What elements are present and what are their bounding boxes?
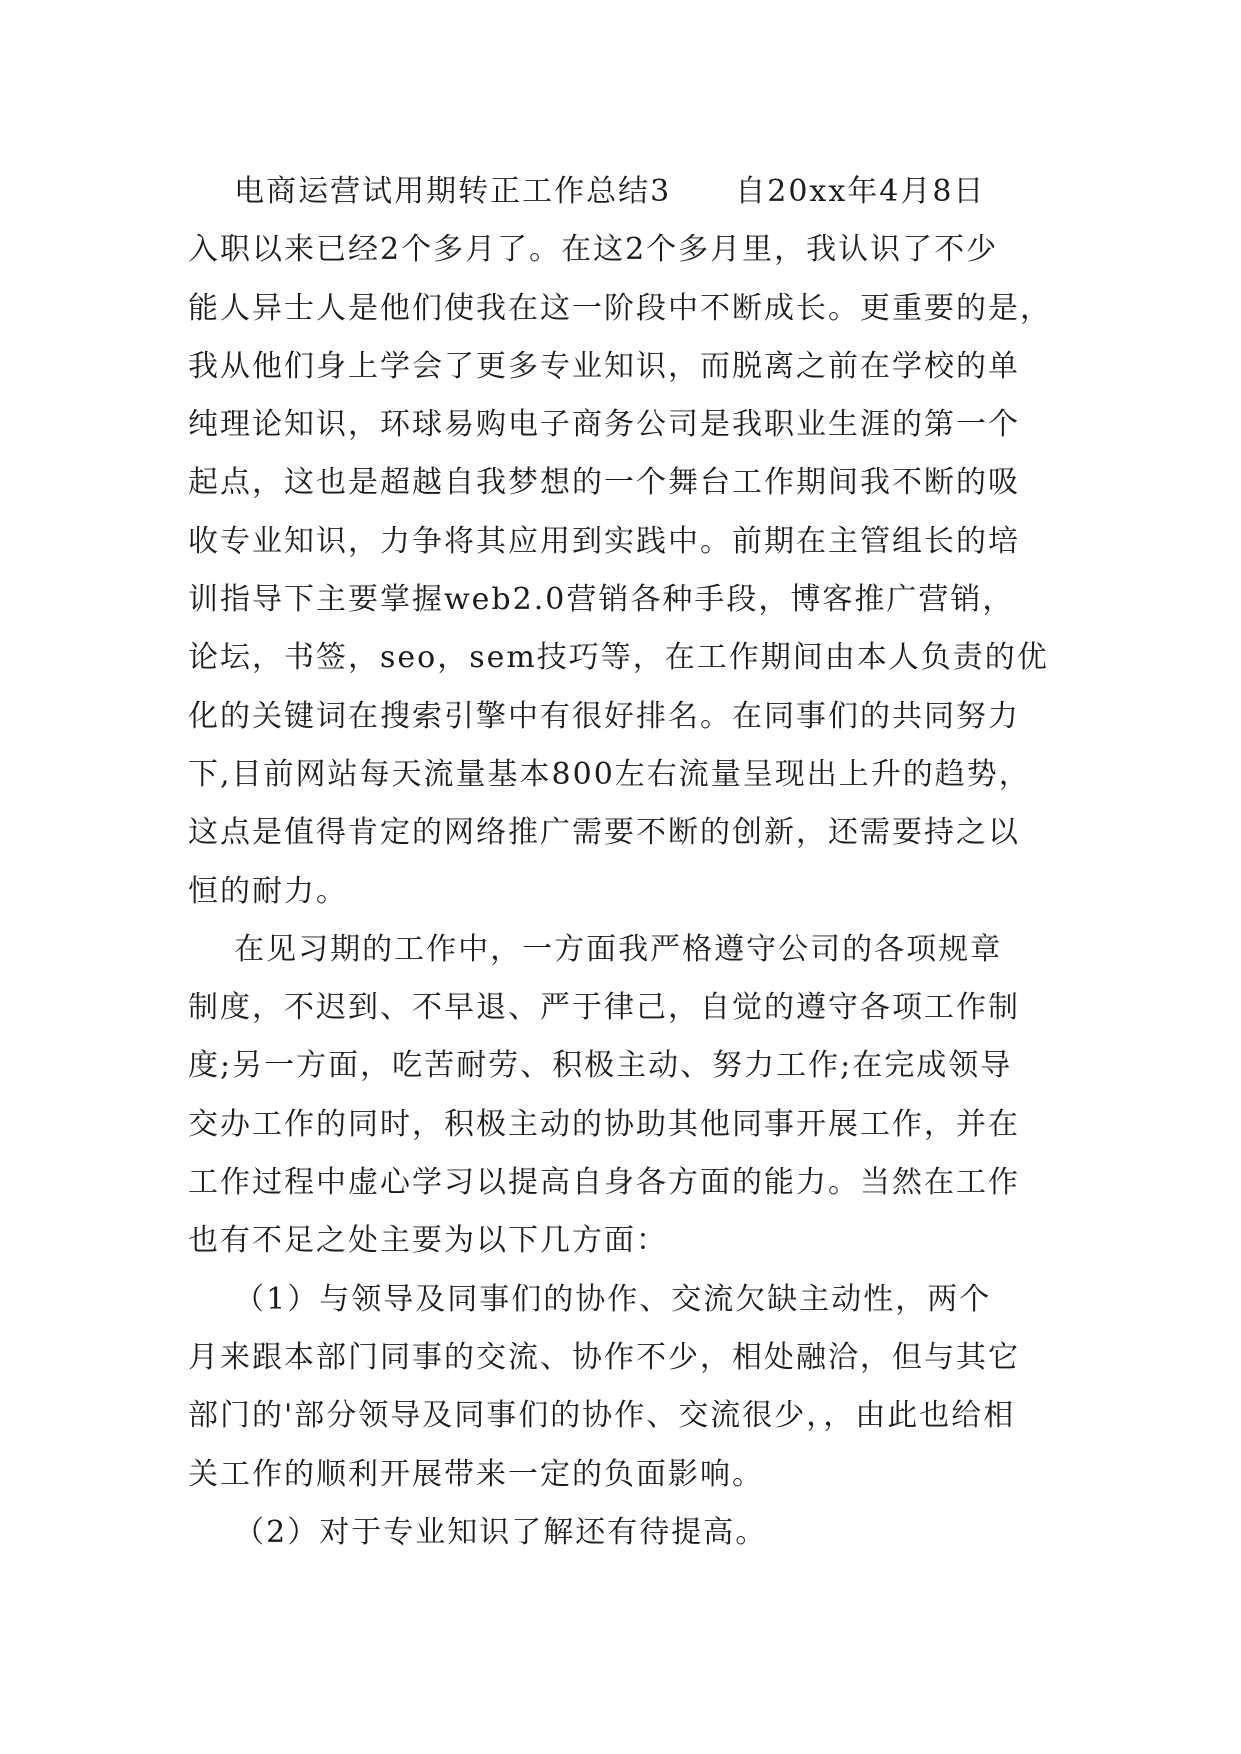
text-line: 训指导下主要掌握web2.0营销各种手段，博客推广营销， (188, 582, 1015, 618)
text-line: 这点是值得肯定的网络推广需要不断的创新，还需要持之以 (188, 815, 1020, 851)
text-line: 起点，这也是超越自我梦想的一个舞台工作期间我不断的吸 (188, 465, 1020, 501)
text-line: 度;另一方面，吃苦耐劳、积极主动、努力工作;在完成领导 (188, 1048, 1013, 1084)
text-line: 入职以来已经2个多月了。在这2个多月里，我认识了不少 (188, 232, 999, 268)
text-line: 恒的耐力。 (188, 873, 348, 909)
text-line: 纯理论知识，环球易购电子商务公司是我职业生涯的第一个 (188, 407, 1020, 443)
text-line: 制度，不迟到、不早退、严于律己，自觉的遵守各项工作制 (188, 990, 1020, 1026)
text-line: 月来跟本部门同事的交流、协作不少，相处融洽，但与其它 (188, 1339, 1020, 1375)
text-line: 部门的'部分领导及同事们的协作、交流很少，，由此也给相 (188, 1398, 1016, 1434)
text-line: 关工作的顺利开展带来一定的负面影响。 (188, 1456, 764, 1492)
document-body (188, 163, 1088, 1562)
text-line: 在见习期的工作中，一方面我严格遵守公司的各项规章 (188, 931, 1003, 967)
text-line: 也有不足之处主要为以下几方面： (188, 1223, 668, 1259)
text-line: 我从他们身上学会了更多专业知识，而脱离之前在学校的单 (188, 348, 1020, 384)
text-line: 能人异士人是他们使我在这一阶段中不断成长。更重要的是， (188, 290, 1052, 326)
text-line: 收专业知识，力争将其应用到实践中。前期在主管组长的培 (188, 523, 1020, 559)
text-line: （1）与领导及同事们的协作、交流欠缺主动性，两个 (188, 1281, 992, 1317)
text-line: 工作过程中虚心学习以提高自身各方面的能力。当然在工作 (188, 1165, 1020, 1201)
text-line: 论坛，书签，seo，sem技巧等，在工作期间由本人负责的优 (188, 640, 1049, 676)
text-line: 下,目前网站每天流量基本800左右流量呈现出上升的趋势， (188, 756, 1031, 792)
text-line: 化的关键词在搜索引擎中有很好排名。在同事们的共同努力 (188, 698, 1020, 734)
text-line: 交办工作的同时，积极主动的协助其他同事开展工作，并在 (188, 1106, 1020, 1142)
text-line: （2）对于专业知识了解还有待提高。 (188, 1514, 768, 1550)
text-line: 电商运营试用期转正工作总结3 自20xx年4月8日 (188, 174, 986, 209)
